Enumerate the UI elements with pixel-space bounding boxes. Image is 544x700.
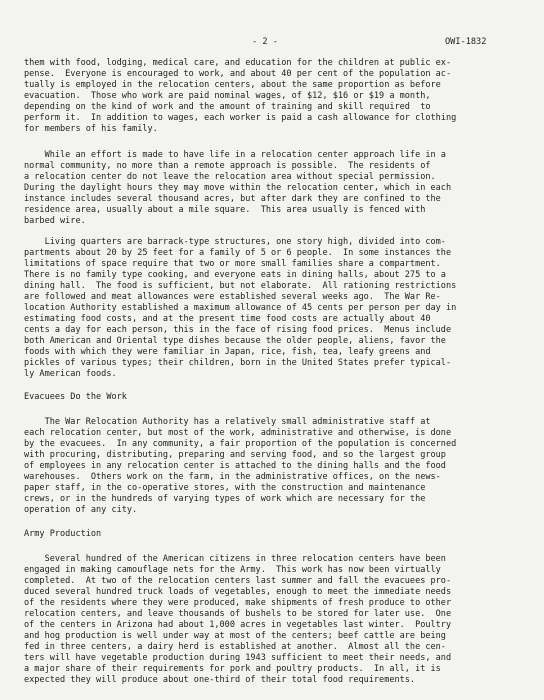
text-line: pense. Everyone is encouraged to work, and about 40 per cent of the population ac- (24, 69, 452, 79)
text-line: duced several hundred truck loads of vegetables, enough to meet the immediate needs (24, 587, 452, 597)
text-line: estimating food costs, and at the present time food costs are actually about 40 (24, 314, 431, 324)
text-line: Several hundred of the American citizens in three relocation centers have been (24, 554, 446, 564)
document-id: OWI-1832 (445, 37, 487, 47)
text-line: crews, or in the hundreds of varying types of work which are necessary for the (24, 494, 426, 504)
text-line: depending on the kind of work and the amount of training and skill required to (24, 102, 431, 112)
text-line: by the evacuees. In any community, a fair proportion of the population is concerned (24, 439, 457, 449)
text-line: operation of any city. (24, 505, 138, 515)
text-line: evacuation. Those who work are paid nominal wages, of $12, $16 or $19 a month, (24, 91, 431, 101)
text-line: There is no family type cooking, and everyone eats in dining halls, about 275 to a (24, 270, 446, 280)
text-line: dining hall. The food is sufficient, but not elaborate. All rationing restrictions (24, 281, 457, 291)
text-line: of the centers in Arizona had about 1,000 acres in vegetables last winter. Poultry (24, 620, 452, 630)
text-line: each relocation center, but most of the work, administrative and otherwise, is done (24, 428, 452, 438)
text-line: tually is employed in the relocation centers, about the same proportion as before (24, 80, 441, 90)
text-line: cents a day for each person, this in the face of rising food prices. Menus include (24, 325, 452, 335)
text-line: location Authority established a maximum allowance of 45 cents per person per day in (24, 303, 457, 313)
text-line: paper staff, in the co-operative stores, with the construction and maintenance (24, 483, 426, 493)
section-heading: Army Production (24, 529, 102, 539)
text-line: normal community, no more than a remote approach is possible. The residents of (24, 161, 431, 171)
text-line: are followed and meat allowances were established several weeks ago. The War Re- (24, 292, 441, 302)
text-line: warehouses. Others work on the farm, in the administrative offices, on the news- (24, 472, 441, 482)
text-line: engaged in making camouflage nets for the Army. This work has now been virtually (24, 565, 441, 575)
text-line: and hog production is well under way at most of the centers; beef cattle are being (24, 631, 446, 641)
text-line: While an effort is made to have life in a relocation center approach life in a (24, 150, 446, 160)
text-line: both American and Oriental type dishes because the older people, aliens, favor the (24, 336, 446, 346)
text-line: them with food, lodging, medical care, and education for the children at public ex- (24, 58, 452, 68)
text-line: of the residents where they were produced, make shipments of fresh produce to other (24, 598, 452, 608)
text-line: for members of his family. (24, 124, 158, 134)
text-line: instance includes several thousand acres, but after dark they are confined to the (24, 194, 441, 204)
text-line: a major share of their requirements for pork and poultry products. In all, it is (24, 664, 441, 674)
text-line: The War Relocation Authority has a relatively small administrative staff at (24, 417, 431, 427)
text-line: completed. At two of the relocation centers last summer and fall the evacuees pro- (24, 576, 452, 586)
section-heading: Evacuees Do the Work (24, 392, 127, 402)
text-line: pickles of various types; their children, born in the United States prefer typical- (24, 358, 452, 368)
page-number: - 2 - (252, 37, 278, 47)
text-line: barbed wire. (24, 216, 86, 226)
text-line: relocation centers, and leave thousands of bushels to be stored for later use. One (24, 609, 452, 619)
text-line: limitations of space require that two or more small families share a compartment. (24, 259, 441, 269)
text-line: Living quarters are barrack-type structures, one story high, divided into com- (24, 237, 446, 247)
text-line: During the daylight hours they may move within the relocation center, which in each (24, 183, 452, 193)
text-line: ly American foods. (24, 369, 117, 379)
text-line: residence area, usually about a mile square. This area usually is fenced with (24, 205, 426, 215)
text-line: of employees in any relocation center is attached to the dining halls and the food (24, 461, 446, 471)
text-line: expected they will produce about one-third of their total food requirements. (24, 675, 416, 685)
text-line: ters will have vegetable production during 1943 sufficient to meet their needs, and (24, 653, 452, 663)
text-line: a relocation center do not leave the relocation area without special permission. (24, 172, 436, 182)
text-line: with procuring, distributing, preparing and serving food, and so the largest group (24, 450, 446, 460)
text-line: partments about 20 by 25 feet for a family of 5 or 6 people. In some instances the (24, 248, 452, 258)
text-line: perform it. In addition to wages, each worker is paid a cash allowance for clothing (24, 113, 457, 123)
text-line: foods with which they were familiar in Japan, rice, fish, tea, leafy greens and (24, 347, 431, 357)
text-line: fed in three centers, a dairy herd is established at another. Almost all the cen- (24, 642, 446, 652)
